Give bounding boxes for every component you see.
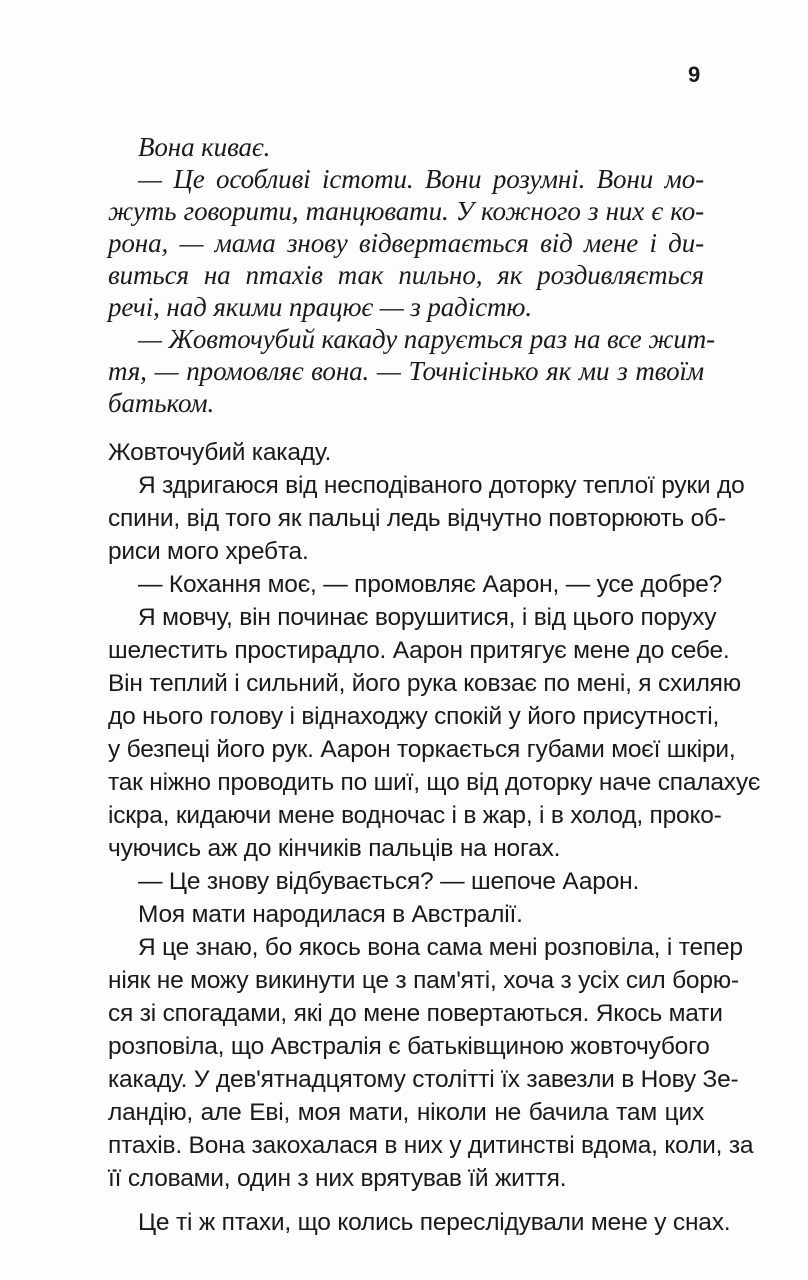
text-line: її словами, один з них врятував їй життя. xyxy=(108,1165,567,1192)
text-line: какаду. У дев'ятнадцятому столітті їх завезли в Нову Зе- xyxy=(108,1066,739,1093)
text-line: розповіла, що Австралія є батьківщиною жовточубого xyxy=(108,1033,710,1060)
text-line: Він теплий і сильний, його рука ковзає по мені, я схиляю xyxy=(108,670,741,697)
italic-text-line: жуть говорити, танцювати. У кожного з них є ко- xyxy=(108,196,704,226)
text-line: так ніжно проводить по шиї, що від доторку наче спалахує xyxy=(108,769,761,796)
text-line: у безпеці його рук. Аарон торкається губами моєї шкіри, xyxy=(108,736,736,763)
text-line: шелестить простирадло. Аарон притягує мене до себе. xyxy=(108,637,730,664)
text-line: птахів. Вона закохалася в них у дитинстві вдома, коли, за xyxy=(108,1132,754,1159)
text-line: ніяк не можу викинути це з пам'яті, хоча з усіх сил борю- xyxy=(108,967,739,994)
italic-text-line: — Жовточубий какаду парується раз на все жит- xyxy=(138,324,716,354)
text-line: Я це знаю, бо якось вона сама мені розповіла, і тепер xyxy=(138,934,743,961)
text-line: Це ті ж птахи, що колись переслідували мене у снах. xyxy=(138,1209,731,1236)
text-line: Моя мати народилася в Австралії. xyxy=(138,901,523,928)
italic-text-line: речі, над якими працює — з радістю. xyxy=(108,292,533,322)
text-line: риси мого хребта. xyxy=(108,538,309,565)
italic-text-line: рона, — мама знову відвертається від мене і ди- xyxy=(108,228,704,258)
text-line: ся зі спогадами, які до мене повертаються. Якось мати xyxy=(108,1000,723,1027)
italic-text-line: Вона киває. xyxy=(138,132,271,162)
text-line: іскра, кидаючи мене водночас і в жар, і в холод, проко- xyxy=(108,802,722,829)
text-line: Жовточубий какаду. xyxy=(108,439,332,466)
text-line: — Це знову відбувається? — шепоче Аарон. xyxy=(138,868,640,895)
text-line: чуючись аж до кінчиків пальців на ногах. xyxy=(108,835,561,862)
text-line: спини, від того як пальці ледь відчутно повторюють об- xyxy=(108,505,726,532)
text-line: — Кохання моє, — промовляє Аарон, — усе добре? xyxy=(138,571,723,598)
italic-text-line: батьком. xyxy=(108,388,215,418)
italic-text-line: тя, — промовляє вона. — Точнісінько як ми з твоїм xyxy=(108,356,704,386)
page-number: 9 xyxy=(688,62,701,87)
italic-text-line: — Це особливі істоти. Вони розумні. Вони мо- xyxy=(138,164,704,194)
text-line: ландію, але Еві, моя мати, ніколи не бачила там цих xyxy=(108,1099,704,1126)
text-line: Я мовчу, він починає ворушитися, і від цього поруху xyxy=(138,604,717,631)
text-line: до нього голову і віднаходжу спокій у його присутності, xyxy=(108,703,720,730)
text-line: Я здригаюся від несподіваного доторку теплої руки до xyxy=(138,472,745,499)
italic-text-line: виться на птахів так пильно, як роздивляється xyxy=(108,260,704,290)
